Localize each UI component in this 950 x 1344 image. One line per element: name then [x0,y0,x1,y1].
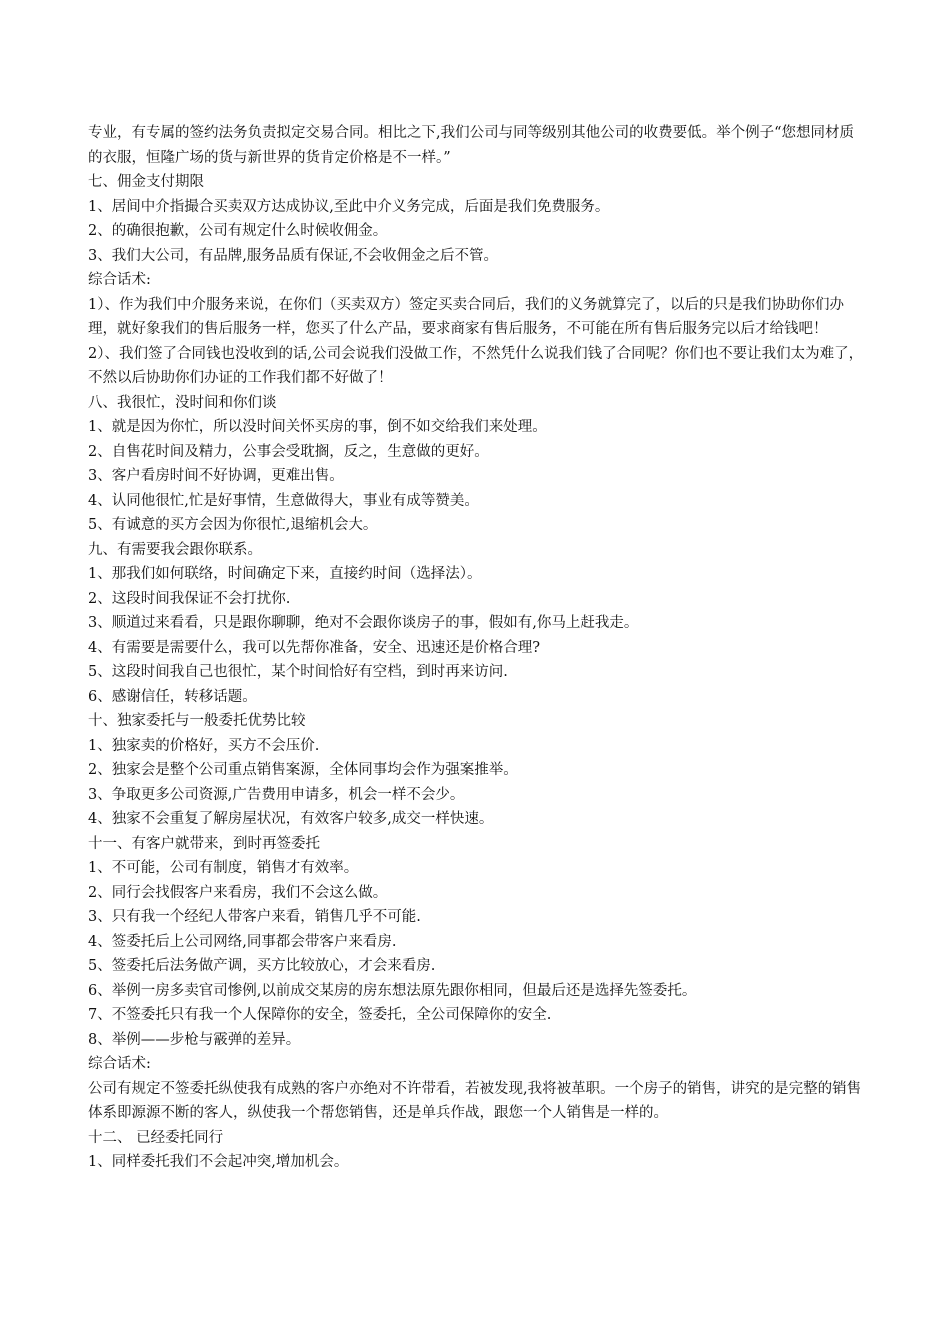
list-item: 1、同样委托我们不会起冲突,增加机会。 [88,1154,349,1170]
list-item: 8、举例——步枪与霰弹的差异。 [88,1031,301,1048]
heading-section-7: 七、佣金支付期限 [88,174,204,190]
heading-summary-script: 综合话术: [88,1056,151,1072]
heading-section-8: 八、我很忙，没时间和你们谈 [88,394,277,411]
list-item: 5、这段时间我自己也很忙，某个时间恰好有空档，到时再来访问. [88,664,508,680]
paragraph-script-2: 2）、我们签了合同钱也没收到的话,公司会说我们没做工作，不然凭什么说我们钱了合同呢？你们也不要让我们太为难了，不然以后协助你们办证的工作我们都不好做了！ [88,345,864,386]
paragraph-script: 公司有规定不签委托纵使我有成熟的客户亦绝对不许带看，若被发现,我将被革职。一个房子的销售，讲究的是完整的销售体系即源源不断的客人，纵使我一个帮您销售，还是单兵作战，跟您一个人销售是一样的。 [88,1080,862,1121]
heading-section-11: 十一、有客户就带来，到时再签委托 [88,835,320,852]
paragraph-script-1: 1）、作为我们中介服务来说，在你们（买卖双方）签定买卖合同后，我们的义务就算完了，以后的只是我们协助你们办理，就好象我们的售后服务一样，您买了什么产品，要求商家有售后服务，不可能在所有售后服务完以后才给钱吧！ [88,296,844,337]
document-body [88,121,868,1175]
heading-section-9: 九、有需要我会跟你联系。 [88,541,262,558]
list-item: 2、同行会找假客户来看房，我们不会这么做。 [88,884,388,901]
list-item: 1、独家卖的价格好，买方不会压价. [88,737,320,754]
list-item: 3、只有我一个经纪人带客户来看，销售几乎不可能. [88,909,421,925]
heading-section-12: 十二、 已经委托同行 [88,1129,224,1146]
paragraph-fee-comparison: 专业，有专属的签约法务负责拟定交易合同。相比之下,我们公司与同等级别其他公司的收费要低。举个例子“您想同材质的衣服，恒隆广场的货与新世界的货肯定价格是不一样。” [88,125,855,166]
list-item: 3、争取更多公司资源,广告费用申请多，机会一样不会少。 [88,786,465,803]
list-item: 3、客户看房时间不好协调，更难出售。 [88,468,344,484]
list-item: 2、的确很抱歉，公司有规定什么时候收佣金。 [88,223,388,239]
list-item: 2、这段时间我保证不会打扰你. [88,590,291,607]
list-item: 6、感谢信任，转移话题。 [88,688,257,705]
list-item: 6、举例一房多卖官司惨例,以前成交某房的房东想法原先跟你相同，但最后还是选择先签委托。 [88,982,697,999]
list-item: 1、就是因为你忙，所以没时间关怀买房的事，倒不如交给我们来处理。 [88,419,547,435]
list-item: 4、认同他很忙,忙是好事情，生意做得大，事业有成等赞美。 [88,492,479,509]
list-item: 4、签委托后上公司网络,同事都会带客户来看房. [88,933,397,950]
list-item: 5、有诚意的买方会因为你很忙,退缩机会大。 [88,517,378,533]
heading-section-10: 十、独家委托与一般委托优势比较 [88,713,306,729]
list-item: 1、那我们如何联络，时间确定下来，直接约时间（选择法）。 [88,566,482,582]
list-item: 3、顺道过来看看，只是跟你聊聊，绝对不会跟你谈房子的事，假如有,你马上赶我走。 [88,615,639,631]
list-item: 5、签委托后法务做产调，买方比较放心，才会来看房. [88,958,436,974]
list-item: 7、不签委托只有我一个人保障你的安全，签委托，全公司保障你的安全. [88,1007,552,1023]
list-item: 4、独家不会重复了解房屋状况，有效客户较多,成交一样快速。 [88,811,494,827]
list-item: 4、有需要是需要什么，我可以先帮你准备，安全、迅速还是价格合理? [88,639,540,656]
list-item: 2、自售花时间及精力，公事会受耽搁，反之，生意做的更好。 [88,443,489,460]
heading-summary-script: 综合话术: [88,272,151,288]
list-item: 1、不可能，公司有制度，销售才有效率。 [88,860,359,876]
list-item: 3、我们大公司，有品牌,服务品质有保证,不会收佣金之后不管。 [88,247,498,264]
list-item: 1、居间中介指撮合买卖双方达成协议,至此中介义务完成，后面是我们免费服务。 [88,198,610,215]
list-item: 2、独家会是整个公司重点销售案源，全体同事均会作为强案推举。 [88,762,518,778]
